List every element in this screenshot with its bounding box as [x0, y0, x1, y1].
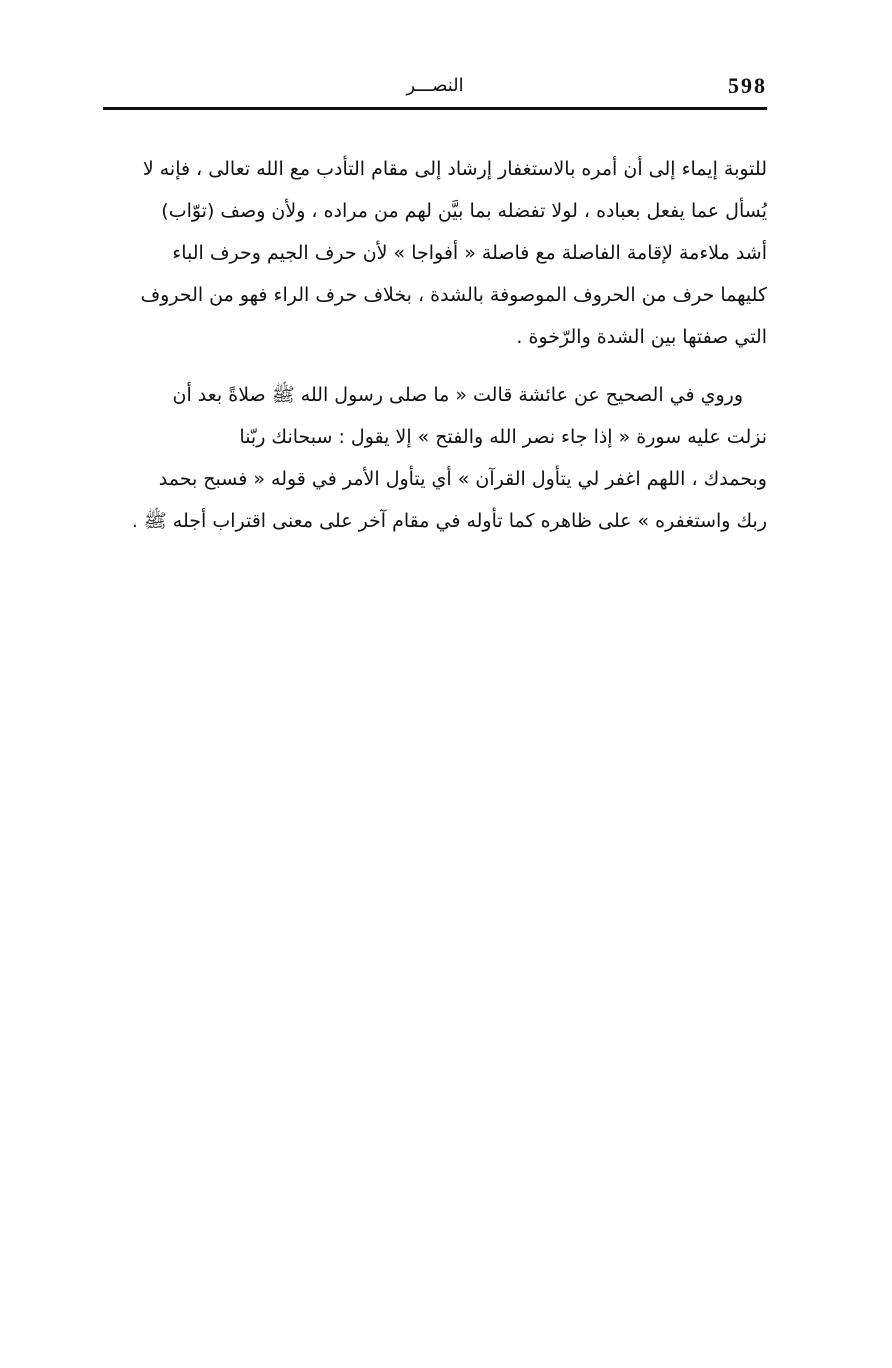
text-line: نزلت عليه سورة « إذا جاء نصر الله والفتح » إلا يقول : سبحانك ربّنا: [239, 426, 767, 448]
text-line: يُسأل عما يفعل بعباده ، لولا تفضله بما بيَّن لهم من مراده ، ولأن وصف (توّاب): [161, 200, 767, 222]
text-line: للتوبة إيماء إلى أن أمره بالاستغفار إرشاد إلى مقام التأدب مع الله تعالى ، فإنه لا: [142, 158, 767, 180]
page-number: 598: [728, 73, 767, 98]
text-line: أشد ملاءمة لإقامة الفاصلة مع فاصلة « أفواجا » لأن حرف الجيم وحرف الباء: [172, 242, 767, 264]
text-line: التي صفتها بين الشدة والرّخوة .: [516, 326, 767, 348]
body-text: [103, 148, 767, 542]
page-header: [103, 72, 767, 102]
text-line: ربك واستغفره » على ظاهره كما تأوله في مقام آخر على معنى اقتراب أجله ﷺ .: [131, 510, 767, 532]
paragraph-2: [103, 374, 767, 542]
paragraph-1: [103, 148, 767, 358]
text-line: كليهما حرف من الحروف الموصوفة بالشدة ، بخلاف حرف الراء فهو من الحروف: [140, 284, 767, 306]
header-rule: [103, 107, 767, 110]
running-title: النصـــر: [406, 75, 464, 96]
text-line: وروي في الصحيح عن عائشة قالت « ما صلى رسول الله ﷺ صلاةً بعد أن: [172, 384, 743, 406]
text-line: وبحمدك ، اللهم اغفر لي يتأول القرآن » أي يتأول الأمر في قوله « فسبح بحمد: [158, 468, 767, 490]
